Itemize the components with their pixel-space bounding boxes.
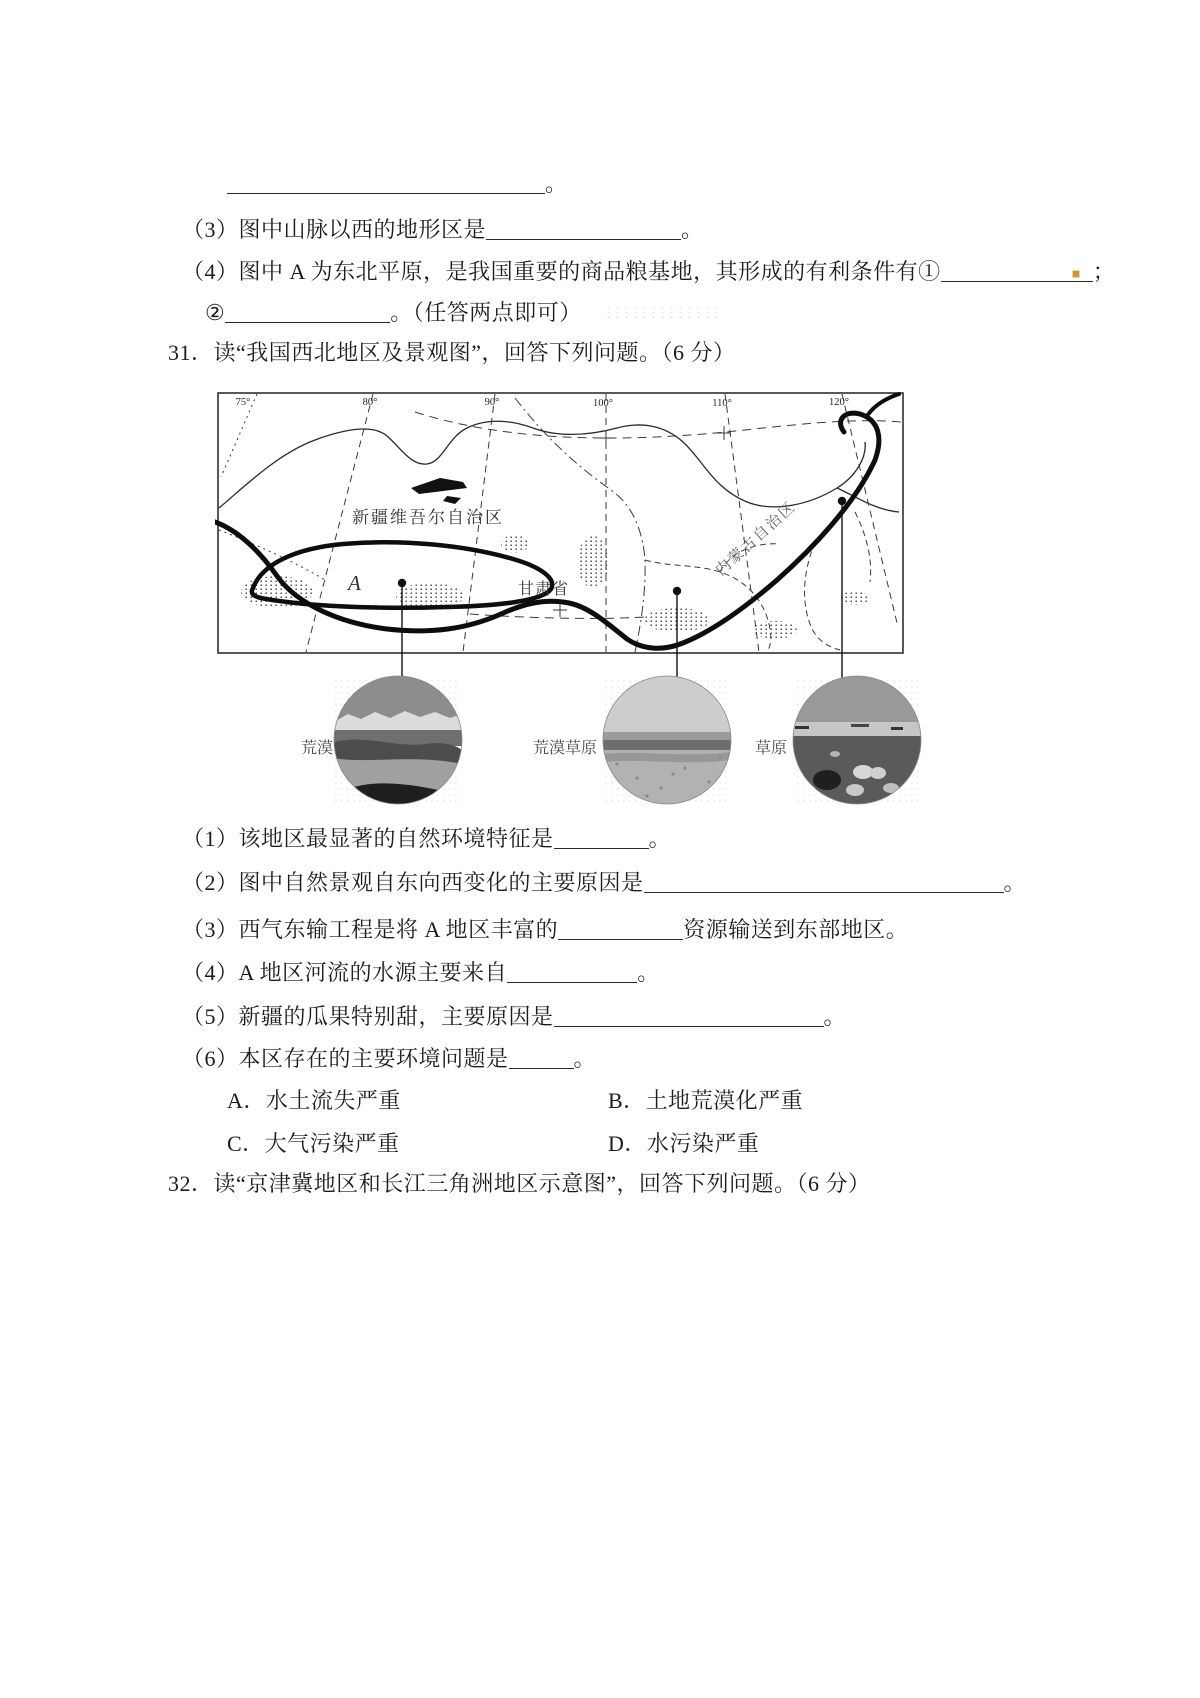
q30-item-4-text: （4）图中 A 为东北平原，是我国重要的商品粮基地，其形成的有利条件有① xyxy=(182,259,941,285)
tick-110: 110° xyxy=(712,398,732,409)
q31-item-1-text: （1）该地区最显著的自然环境特征是 xyxy=(182,826,554,852)
q30-item-3-end: 。 xyxy=(681,217,704,243)
q31-item-3 xyxy=(182,913,908,943)
q31-option-b: B．土地荒漠化严重 xyxy=(608,1088,804,1113)
q31-item-6-text: （6）本区存在的主要环境问题是 xyxy=(182,1046,509,1072)
q31-item-1-end: 。 xyxy=(648,826,672,852)
faint-print-smudge xyxy=(604,305,722,318)
map-northwest-china xyxy=(215,393,903,679)
q31-item-4-blank xyxy=(507,959,637,983)
map-label-gansu: 甘肃省 xyxy=(518,581,570,598)
q30-item-4b-circled2: ② xyxy=(205,300,226,326)
q30-item-3-text: （3）图中山脉以西的地形区是 xyxy=(182,217,487,243)
q31-item-2-blank xyxy=(644,869,1004,893)
tick-100: 100° xyxy=(593,398,613,409)
q30-item-4-end: ； xyxy=(1092,259,1116,285)
q31-item-1 xyxy=(182,822,671,852)
q30-item-3-blank xyxy=(486,216,681,240)
q30-item-4-cont xyxy=(205,296,722,326)
map-label-neimenggu: 内蒙古自治区 xyxy=(712,498,800,579)
q31-option-a: A．水土流失严重 xyxy=(227,1088,401,1113)
q31-option-d: D．水污染严重 xyxy=(608,1131,760,1156)
q31-item-5-text: （5）新疆的瓜果特别甜，主要原因是 xyxy=(182,1004,554,1030)
q31-item-2 xyxy=(182,866,1026,896)
q30-item-4 xyxy=(182,255,1115,285)
q31-heading: 31．读“我国西北地区及景观图”，回答下列问题。（6 分） xyxy=(168,340,736,365)
q31-item-3-blank xyxy=(558,916,683,940)
q31-item-5-blank xyxy=(554,1003,824,1027)
q31-item-4-text: （4）A 地区河流的水源主要来自 xyxy=(182,960,508,986)
q30-blank-period: 。 xyxy=(545,171,568,197)
photo-desert xyxy=(334,676,462,804)
q31-item-4-end: 。 xyxy=(637,960,660,986)
map-label-point-a: A xyxy=(348,571,361,595)
q31-item-5-end: 。 xyxy=(823,1004,847,1030)
q31-item-5 xyxy=(182,1000,846,1030)
photo-grassland xyxy=(793,676,921,804)
q31-item-1-blank xyxy=(554,825,649,849)
q30-item-4b-end: 。（任答两点即可） xyxy=(390,300,582,326)
q30-item-3 xyxy=(182,213,704,243)
photo-caption-desert-steppe: 荒漠草原 xyxy=(533,740,598,757)
map-label-xinjiang: 新疆维吾尔自治区 xyxy=(352,508,504,527)
q31-item-4 xyxy=(182,956,660,986)
q31-item-3-end: 资源输送到东部地区。 xyxy=(683,917,909,943)
q31-item-6-blank xyxy=(509,1045,574,1069)
q31-item-2-text: （2）图中自然景观自东向西变化的主要原因是 xyxy=(182,870,644,896)
photo-caption-desert: 荒漠 xyxy=(301,740,334,757)
q31-item-6-end: 。 xyxy=(573,1046,597,1072)
q31-item-6 xyxy=(182,1042,596,1072)
q31-item-3-text: （3）西气东输工程是将 A 地区丰富的 xyxy=(182,917,559,943)
tick-120: 120° xyxy=(829,397,849,408)
q31-item-2-end: 。 xyxy=(1003,870,1027,896)
q30-item-4-blank xyxy=(941,258,1093,282)
photo-desert-steppe xyxy=(603,676,731,804)
q30-item-4b-blank xyxy=(225,299,390,323)
q32-heading: 32．读“京津冀地区和长江三角洲地区示意图”，回答下列问题。（6 分） xyxy=(168,1171,871,1196)
tick-90: 90° xyxy=(484,397,500,408)
q30-long-blank xyxy=(227,170,545,194)
highlight-artifact xyxy=(1073,271,1079,277)
tick-75: 75° xyxy=(235,397,251,408)
tick-80: 80° xyxy=(362,397,378,408)
q31-option-c: C．大气污染严重 xyxy=(227,1131,400,1156)
q30-answer-blank-line xyxy=(227,167,568,197)
q31-figure-map-and-photos xyxy=(215,392,925,812)
photo-caption-grassland: 草原 xyxy=(755,740,788,757)
